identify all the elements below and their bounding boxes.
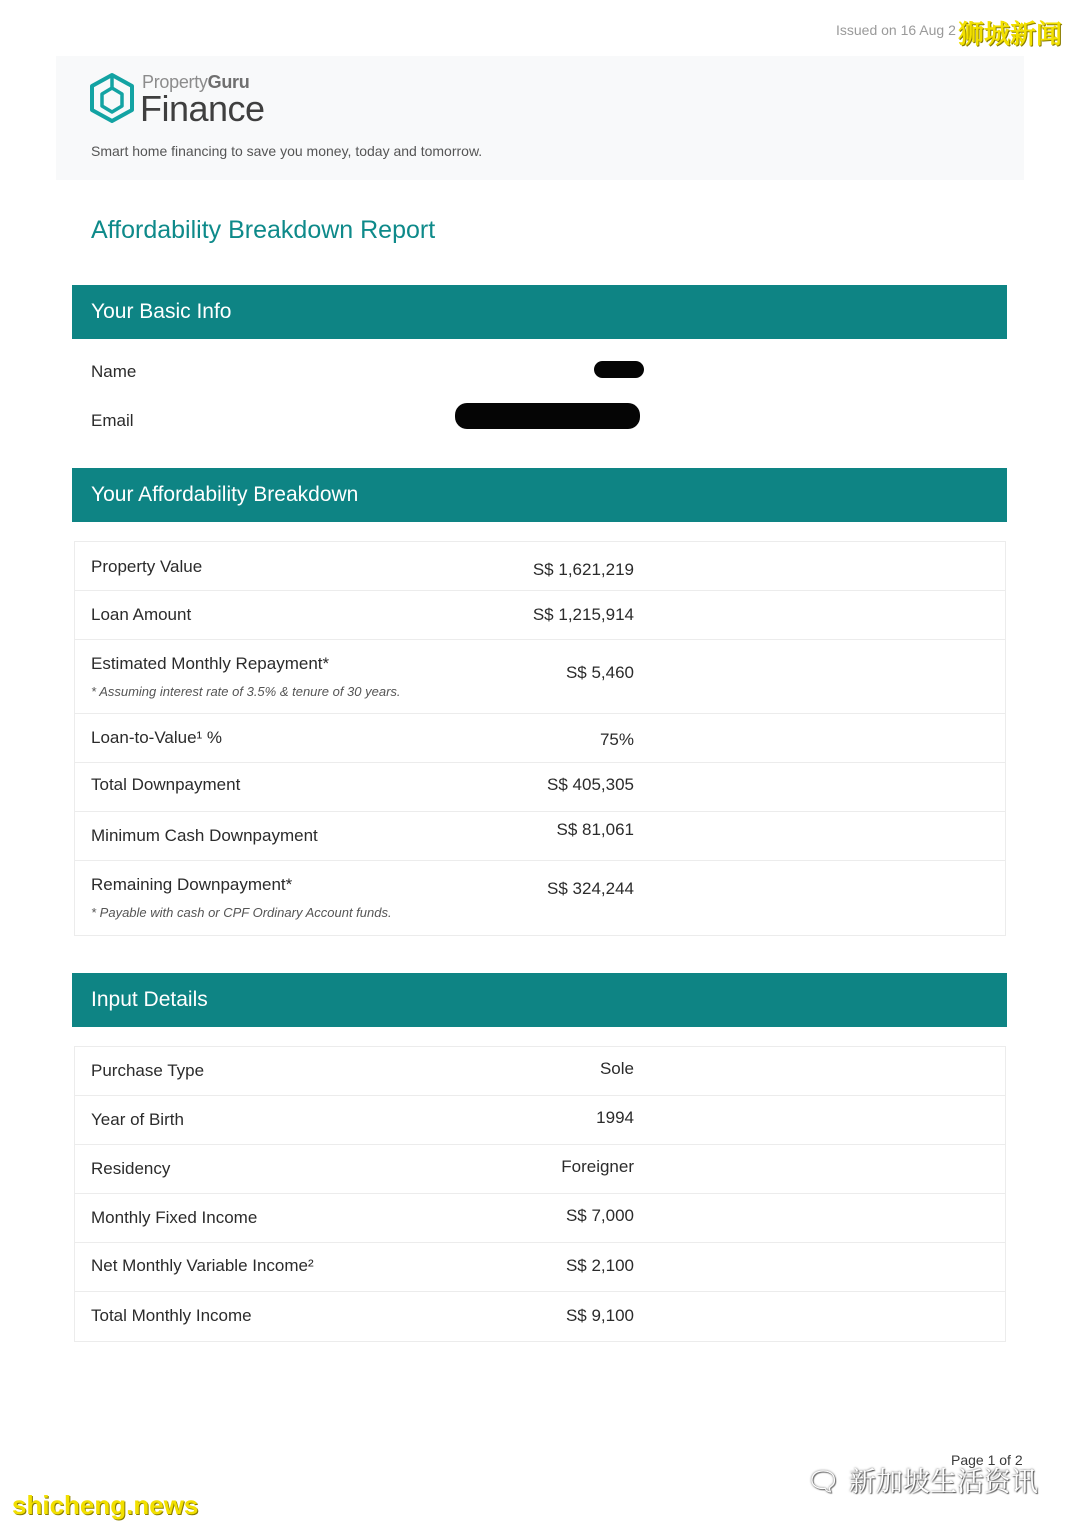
watermark-bottom: shicheng.news: [12, 1490, 199, 1520]
row-value: S$ 5,460: [565, 663, 634, 682]
breakdown-table: [74, 541, 1006, 936]
row-value: Sole: [599, 1059, 634, 1078]
wechat-icon: 🗨: [806, 1467, 841, 1498]
section-input-details: Input Details: [72, 973, 1007, 1027]
report-title: Affordability Breakdown Report: [91, 216, 436, 244]
name-label: Name: [91, 362, 137, 381]
row-value: S$ 324,244: [547, 879, 634, 898]
row-label: Purchase Type: [91, 1061, 205, 1080]
row-value: S$ 1,621,219: [532, 560, 634, 579]
row-label: Monthly Fixed Income: [91, 1208, 258, 1227]
row-label: Residency: [91, 1159, 171, 1178]
row-label: Property Value: [91, 557, 203, 576]
table-row: [75, 1096, 1005, 1145]
input-details-table: [74, 1046, 1006, 1342]
row-label: Loan Amount: [91, 605, 192, 624]
row-value: Foreigner: [561, 1157, 634, 1176]
table-row: [75, 1194, 1005, 1243]
redacted-name: [594, 361, 644, 378]
watermark-wechat: 🗨 新加坡生活资讯: [806, 1467, 1038, 1498]
cube-logo-icon: [88, 72, 136, 124]
email-label: Email: [91, 411, 134, 430]
row-label: Estimated Monthly Repayment*: [91, 654, 330, 673]
row-note: * Payable with cash or CPF Ordinary Account funds.: [91, 905, 392, 920]
row-value: S$ 9,100: [565, 1306, 634, 1325]
row-value: S$ 405,305: [547, 775, 634, 794]
table-row: [75, 542, 1005, 591]
table-row: [75, 1292, 1005, 1341]
brand-name-finance: Finance: [140, 88, 265, 129]
row-value: S$ 7,000: [565, 1206, 634, 1225]
section-affordability-breakdown: Your Affordability Breakdown: [72, 468, 1007, 522]
page-number: Page 1 of 2: [951, 1452, 1023, 1468]
row-label: Loan-to-Value¹ %: [91, 728, 223, 747]
row-label: Total Monthly Income: [91, 1306, 252, 1325]
row-value: S$ 2,100: [565, 1256, 634, 1275]
brand-name-small: PropertyGuru: [142, 72, 250, 92]
row-value: S$ 81,061: [556, 820, 634, 839]
row-label: Total Downpayment: [91, 775, 241, 794]
row-note: * Assuming interest rate of 3.5% & tenure of 30 years.: [91, 684, 401, 699]
row-label: Remaining Downpayment*: [91, 875, 293, 894]
row-label: Net Monthly Variable Income²: [91, 1256, 314, 1275]
table-row: [75, 763, 1005, 812]
row-value: 75%: [599, 730, 634, 749]
table-row: [75, 861, 1005, 935]
table-row: [75, 714, 1005, 763]
table-row: [75, 812, 1005, 861]
table-row: [75, 1145, 1005, 1194]
row-label: Minimum Cash Downpayment: [91, 826, 318, 845]
row-label: Year of Birth: [91, 1110, 184, 1129]
watermark-top: 狮城新闻: [958, 20, 1063, 50]
redacted-email: [455, 403, 640, 429]
table-row: [75, 1047, 1005, 1096]
section-basic-info: Your Basic Info: [72, 285, 1007, 339]
table-row: [75, 591, 1005, 640]
table-row: [75, 640, 1005, 714]
table-row: [75, 1243, 1005, 1292]
issued-date: Issued on 16 Aug 2: [836, 22, 956, 38]
brand-tagline: Smart home financing to save you money, today and tomorrow.: [91, 143, 483, 159]
row-value: 1994: [596, 1108, 634, 1127]
row-value: S$ 1,215,914: [532, 605, 634, 624]
